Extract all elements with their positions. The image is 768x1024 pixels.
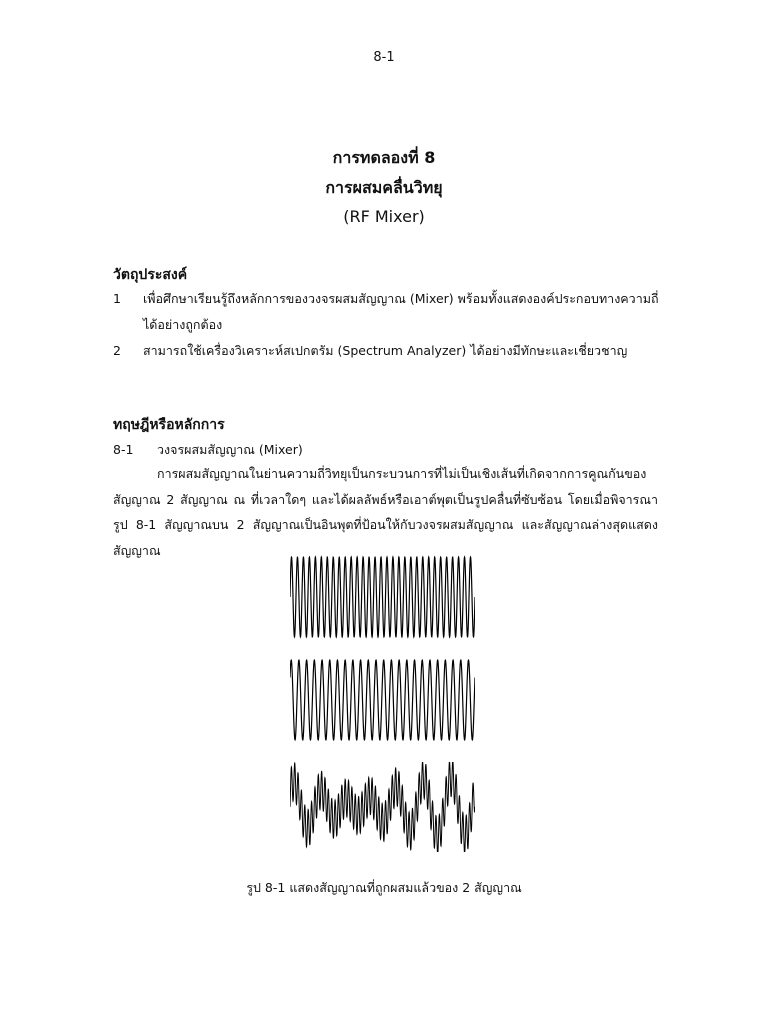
input-signal-1-waveform [290, 552, 475, 642]
objective-2-line-1: สามารถใช้เครื่องวิเคราะห์สเปกตรัม (Spectrum Analyzer) ได้อย่างมีทักษะและเชี่ยวชาญ [143, 343, 628, 358]
theory-paragraph: การผสมสัญญาณในย่านความถี่วิทยุเป็นกระบวนการที่ไม่เป็นเชิงเส้นที่เกิดจากการคูณกันของสัญญาณ 2 สัญญาณ ณ ที่เวลาใดๆ และได้ผลลัพธ์หรือเอาต์พุตเป็นรูปคลื่นที่ซับซ้อน โดยเมื่อพิจารณารูป 8-1 สัญญาณบน 2 สัญญาณเป็นอินพุตที่ป้อนให้กับวงจรผสมสัญญาณ และสัญญาณล่างสุดแสดงสัญญาณ [113, 466, 658, 558]
experiment-title: การทดลองที่ 8 [332, 148, 436, 167]
objective-1-line-2: ได้อย่างถูกต้อง [143, 317, 223, 332]
objectives-heading: วัตถุประสงค์ [113, 267, 188, 283]
objective-2-number: 2 [113, 343, 121, 358]
figure-caption: รูป 8-1 แสดงสัญญาณที่ถูกผสมแล้วของ 2 สัญญาณ [246, 880, 522, 895]
experiment-subtitle: การผสมคลื่นวิทยุ [325, 178, 443, 197]
section-title: วงจรผสมสัญญาณ (Mixer) [157, 442, 303, 457]
section-number: 8-1 [113, 442, 134, 457]
page-number: 8-1 [373, 50, 395, 65]
theory-heading: ทฤษฎีหรือหลักการ [113, 417, 225, 433]
input-signal-2-waveform [290, 655, 475, 745]
mixed-signal-waveform [290, 762, 475, 852]
objective-1-number: 1 [113, 291, 121, 306]
experiment-english-title: (RF Mixer) [343, 207, 425, 226]
objective-1-line-1: เพื่อศึกษาเรียนรู้ถึงหลักการของวงจรผสมสัญญาณ (Mixer) พร้อมทั้งแสดงองค์ประกอบทางความถี่ [143, 291, 659, 306]
